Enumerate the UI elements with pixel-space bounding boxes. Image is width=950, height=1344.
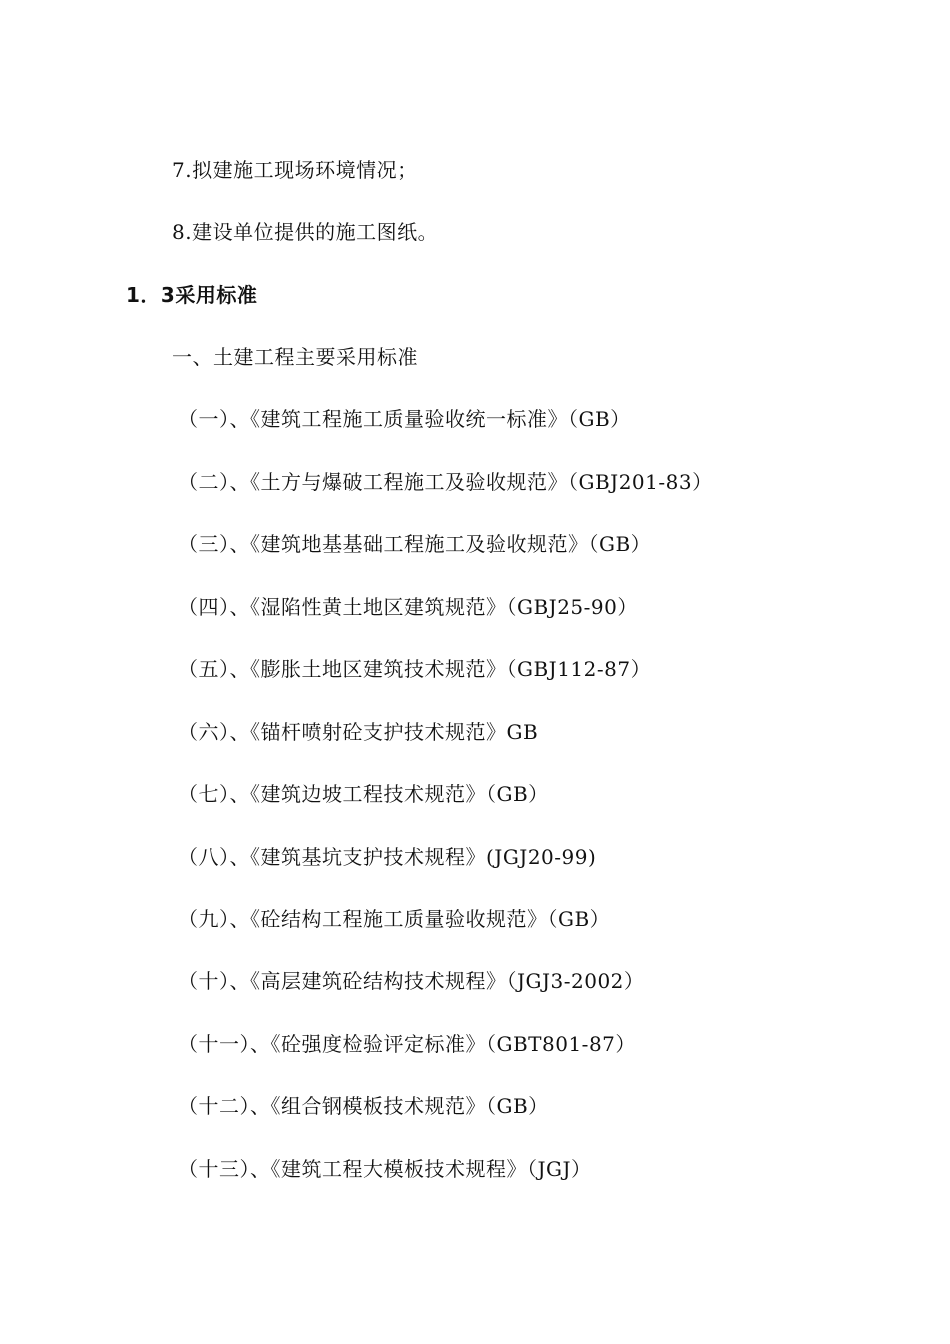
standard-item: （八）、《建筑基坑支护技术规程》(JGJ20-99) <box>178 845 597 869</box>
standard-item: （十三）、《建筑工程大模板技术规程》（JGJ） <box>178 1157 592 1181</box>
standard-item: （六）、《锚杆喷射砼支护技术规范》GB <box>178 720 539 744</box>
standard-item: （十二）、《组合钢模板技术规范》（GB） <box>178 1094 549 1118</box>
standard-item: （二）、《土方与爆破工程施工及验收规范》（GBJ201-83） <box>178 470 713 494</box>
standard-item: （五）、《膨胀土地区建筑技术规范》（GBJ112-87） <box>178 657 652 681</box>
subsection-heading: 一、土建工程主要采用标准 <box>172 345 418 369</box>
list-item-7: 7.拟建施工现场环境情况； <box>172 158 418 182</box>
section-heading: 1．3采用标准 <box>126 283 258 307</box>
standard-item: （十）、《高层建筑砼结构技术规程》（JGJ3-2002） <box>178 969 645 993</box>
list-item-8: 8.建设单位提供的施工图纸。 <box>172 220 439 244</box>
standard-item: （一）、《建筑工程施工质量验收统一标准》（GB） <box>178 407 631 431</box>
standard-item: （三）、《建筑地基基础工程施工及验收规范》（GB） <box>178 532 652 556</box>
standard-item: （七）、《建筑边坡工程技术规范》（GB） <box>178 782 549 806</box>
standard-item: （九）、《砼结构工程施工质量验收规范》（GB） <box>178 907 611 931</box>
standard-item: （四）、《湿陷性黄土地区建筑规范》（GBJ25-90） <box>178 595 638 619</box>
standard-item: （十一）、《砼强度检验评定标准》（GBT801-87） <box>178 1032 636 1056</box>
